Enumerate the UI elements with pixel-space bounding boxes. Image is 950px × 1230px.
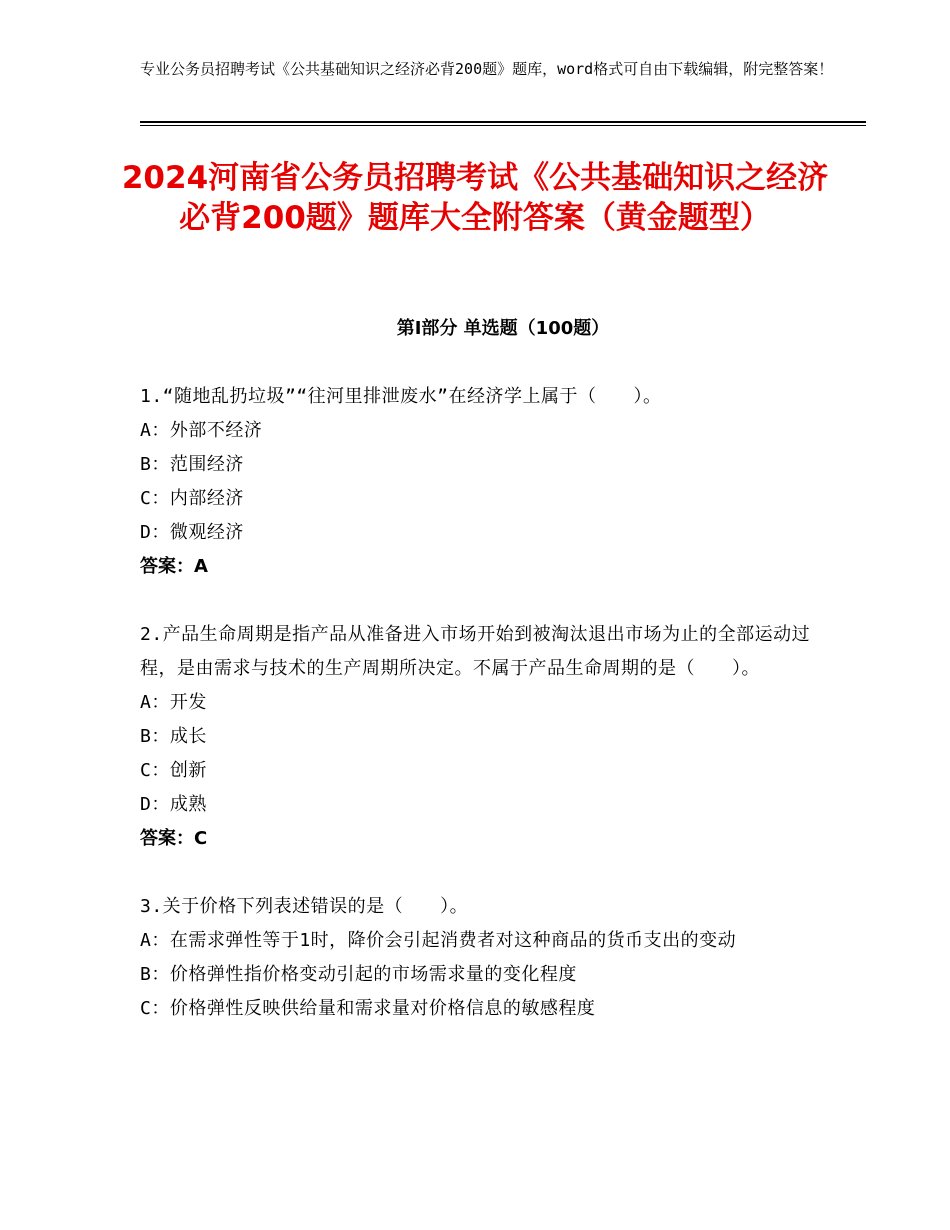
option-d: D：微观经济 bbox=[140, 522, 244, 543]
option-c: C：内部经济 bbox=[140, 488, 244, 509]
option-b: B：成长 bbox=[140, 726, 207, 747]
answer: 答案：C bbox=[140, 828, 208, 849]
option-c: C：创新 bbox=[140, 760, 207, 781]
question-stem: 3.关于价格下列表述错误的是（ ）。 bbox=[140, 896, 469, 917]
option-a: A：在需求弹性等于1时，降价会引起消费者对这种商品的货币支出的变动 bbox=[140, 930, 737, 951]
option-b: B：范围经济 bbox=[140, 454, 244, 475]
header-note: 专业公务员招聘考试《公共基础知识之经济必背200题》题库，word格式可自由下载编辑，附完整答案！ bbox=[140, 60, 834, 78]
option-c: C：价格弹性反映供给量和需求量对价格信息的敏感程度 bbox=[140, 998, 596, 1019]
header-rule-thick bbox=[140, 121, 866, 123]
question-3 bbox=[140, 890, 820, 1026]
question-stem: 1.“随地乱扔垃圾”“往河里排泄废水”在经济学上属于（ ）。 bbox=[140, 386, 662, 407]
option-d: D：成熟 bbox=[140, 794, 207, 815]
answer: 答案：A bbox=[140, 556, 208, 577]
question-stem: 2.产品生命周期是指产品从准备进入市场开始到被淘汰退出市场为止的全部运动过程，是由需求与技术的生产周期所决定。不属于产品生命周期的是（ ）。 bbox=[140, 624, 811, 679]
option-b: B：价格弹性指价格变动引起的市场需求量的变化程度 bbox=[140, 964, 577, 985]
document-title: 2024河南省公务员招聘考试《公共基础知识之经济必背200题》题库大全附答案（黄金题型） bbox=[121, 160, 829, 236]
section-title: 第Ⅰ部分 单选题（100题） bbox=[396, 318, 610, 339]
question-2 bbox=[140, 618, 820, 856]
question-1 bbox=[140, 380, 820, 584]
option-a: A：开发 bbox=[140, 692, 207, 713]
option-a: A：外部不经济 bbox=[140, 420, 263, 441]
header-rule-thin bbox=[140, 125, 866, 126]
question-list bbox=[140, 380, 820, 1060]
